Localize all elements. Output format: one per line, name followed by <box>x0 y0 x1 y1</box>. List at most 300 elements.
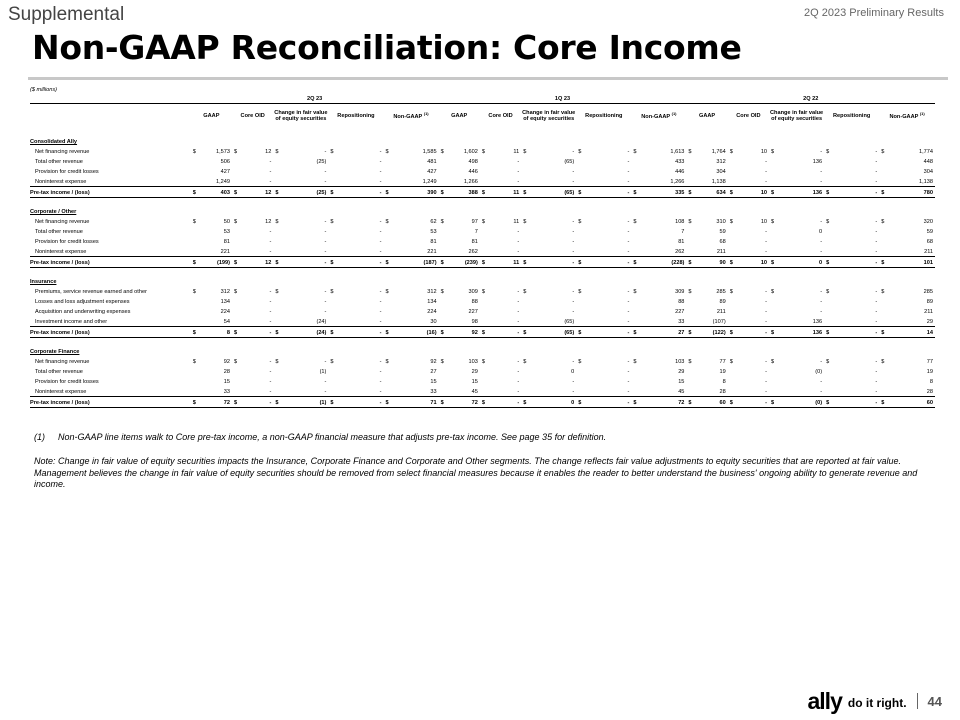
currency-symbol <box>439 306 450 316</box>
total-row <box>30 397 935 408</box>
currency-symbol <box>728 156 739 166</box>
currency-symbol <box>328 236 339 246</box>
currency-symbol: $ <box>686 327 697 338</box>
cell-value: 285 <box>923 289 933 296</box>
cell-value: - <box>836 327 880 338</box>
currency-symbol <box>383 316 394 327</box>
cell-value: 1,774 <box>919 149 933 156</box>
currency-symbol <box>273 176 284 187</box>
cell-value: 88 <box>678 299 685 306</box>
cell-value: 1,573 <box>216 149 231 156</box>
cell-value: - <box>627 159 630 166</box>
cell-value: 28 <box>891 386 935 397</box>
cell-value: 29 <box>891 316 935 327</box>
row-label: Investment income and other <box>30 316 191 327</box>
cell-value: - <box>324 169 327 176</box>
currency-symbol <box>328 296 339 306</box>
table-row <box>30 146 935 156</box>
currency-symbol <box>728 166 739 176</box>
currency-symbol <box>480 296 491 306</box>
currency-symbol <box>480 176 491 187</box>
currency-symbol <box>328 376 339 386</box>
currency-symbol: $ <box>521 327 532 338</box>
cell-value: 634 <box>698 187 728 198</box>
cell-value: 12 <box>243 257 273 268</box>
cell-value: - <box>627 229 630 236</box>
column-header-label: GAAP <box>451 112 468 119</box>
table-row <box>30 366 935 376</box>
cell-value: 81 <box>223 239 231 246</box>
currency-symbol <box>521 296 532 306</box>
currency-symbol: $ <box>576 397 587 408</box>
cell-value: - <box>765 229 768 236</box>
cell-value: - <box>588 176 632 187</box>
currency-symbol <box>576 246 587 257</box>
cell-value: - <box>379 379 382 386</box>
section-title: Consolidated Ally <box>30 139 78 146</box>
cell-value: - <box>765 299 768 306</box>
currency-symbol <box>383 156 394 166</box>
cell-value: 1,266 <box>643 176 687 187</box>
cell-value: 28 <box>223 369 231 376</box>
cell-value: - <box>572 239 575 246</box>
currency-symbol: $ <box>234 219 238 226</box>
cell-value: 427 <box>427 169 437 176</box>
currency-symbol: $ <box>273 257 284 268</box>
cell-value: - <box>269 169 272 176</box>
currency-symbol <box>686 246 697 257</box>
cell-value: - <box>588 397 632 408</box>
currency-symbol: $ <box>439 327 450 338</box>
cell-value: 446 <box>675 169 685 176</box>
cell-value: 19 <box>926 369 933 376</box>
currency-symbol: $ <box>728 187 739 198</box>
cell-value: - <box>517 169 520 176</box>
row-label: Total other revenue <box>35 369 83 376</box>
currency-symbol <box>631 156 642 166</box>
currency-symbol <box>328 226 339 236</box>
cell-value: 134 <box>220 299 231 306</box>
cell-value: - <box>379 169 382 176</box>
currency-symbol: $ <box>633 359 637 366</box>
cell-value: - <box>875 149 878 156</box>
cell-value: - <box>781 246 825 257</box>
currency-symbol <box>328 156 339 166</box>
total-row <box>30 327 935 338</box>
currency-symbol <box>480 236 491 246</box>
cell-value: 92 <box>450 327 480 338</box>
cell-value: 211 <box>698 246 728 257</box>
cell-value: - <box>627 379 630 386</box>
currency-symbol: $ <box>523 289 527 296</box>
cell-value: 221 <box>202 246 232 257</box>
cell-value: - <box>533 246 577 257</box>
currency-symbol: $ <box>440 289 444 296</box>
currency-symbol <box>824 306 835 316</box>
currency-symbol <box>769 226 780 236</box>
currency-symbol <box>879 366 890 376</box>
currency-symbol <box>521 176 532 187</box>
cell-value: - <box>269 229 272 236</box>
cell-value: - <box>517 229 520 236</box>
currency-symbol <box>824 176 835 187</box>
cell-value: 77 <box>719 359 726 366</box>
cell-value: - <box>627 289 630 296</box>
column-header <box>521 104 576 129</box>
currency-symbol: $ <box>688 219 692 226</box>
reconciliation-table <box>30 86 935 408</box>
currency-symbol <box>631 176 642 187</box>
cell-value: - <box>820 239 823 246</box>
currency-symbol <box>879 166 890 176</box>
column-header-label: Change in fair value of equity securities <box>770 109 824 122</box>
currency-symbol <box>879 156 890 166</box>
currency-symbol: $ <box>383 327 394 338</box>
cell-value: - <box>324 149 327 156</box>
currency-symbol <box>191 296 202 306</box>
currency-symbol <box>686 156 697 166</box>
currency-symbol <box>521 166 532 176</box>
currency-symbol: $ <box>275 359 279 366</box>
cell-value: - <box>765 169 768 176</box>
currency-symbol <box>769 176 780 187</box>
currency-symbol: $ <box>879 257 890 268</box>
currency-symbol <box>879 226 890 236</box>
column-header <box>879 104 935 129</box>
cell-value: 59 <box>719 229 726 236</box>
currency-symbol <box>728 226 739 236</box>
cell-value: 433 <box>675 159 685 166</box>
cell-value: 211 <box>891 246 935 257</box>
currency-symbol <box>728 386 739 397</box>
currency-symbol: $ <box>633 289 637 296</box>
cell-value: - <box>588 316 632 327</box>
currency-symbol: $ <box>729 219 733 226</box>
cell-value: 15 <box>223 379 231 386</box>
cell-value: (0) <box>781 397 825 408</box>
cell-value: - <box>836 246 880 257</box>
cell-value: - <box>243 316 273 327</box>
page-number: 44 <box>927 693 942 709</box>
cell-value: 10 <box>739 257 769 268</box>
cell-value: 77 <box>926 359 933 366</box>
table-row <box>30 306 935 316</box>
cell-value: 390 <box>395 187 439 198</box>
currency-symbol <box>232 156 243 166</box>
cell-value: 12 <box>265 149 272 156</box>
cell-value: 1,249 <box>395 176 439 187</box>
currency-symbol <box>328 166 339 176</box>
cell-value: - <box>379 299 382 306</box>
currency-symbol <box>576 386 587 397</box>
row-label: Acquisition and underwriting expenses <box>35 309 131 316</box>
currency-symbol <box>480 366 491 376</box>
column-header-row <box>30 104 935 129</box>
currency-symbol: $ <box>234 359 238 366</box>
currency-symbol <box>728 376 739 386</box>
cell-value: (187) <box>395 257 439 268</box>
cell-value: - <box>269 369 272 376</box>
units-label: ($ millions) <box>30 87 58 94</box>
currency-symbol: $ <box>439 397 450 408</box>
section-header-row <box>30 206 935 216</box>
total-row <box>30 187 935 198</box>
currency-symbol <box>383 296 394 306</box>
currency-symbol <box>824 366 835 376</box>
currency-symbol: $ <box>578 289 582 296</box>
currency-symbol <box>439 246 450 257</box>
currency-symbol: $ <box>826 289 830 296</box>
currency-symbol <box>191 166 202 176</box>
cell-value: - <box>765 289 768 296</box>
table-row <box>30 176 935 187</box>
cell-value: 90 <box>698 257 728 268</box>
currency-symbol: $ <box>688 359 692 366</box>
currency-symbol <box>328 386 339 397</box>
cell-value: - <box>533 176 577 187</box>
column-header <box>631 104 686 129</box>
currency-symbol: $ <box>385 289 389 296</box>
currency-symbol <box>439 176 450 187</box>
cell-value: 309 <box>468 289 478 296</box>
cell-value: - <box>765 159 768 166</box>
cell-value: 45 <box>450 386 480 397</box>
cell-value: - <box>379 369 382 376</box>
note-text: Note: Change in fair value of equity securities impacts the Insurance, Corporate Finance and Corporate and Other segments. The change reflects fair value adjustments to equity securities that are reported at fair value. Management believes the change in fair value of equity securities should be removed from select financial measures because it enables the reader to better understand the business' ongoing ability to generate revenue and income. <box>34 456 918 490</box>
cell-value: - <box>739 386 769 397</box>
currency-symbol <box>328 306 339 316</box>
cell-value: 68 <box>926 239 933 246</box>
currency-symbol: $ <box>824 397 835 408</box>
cell-value: - <box>836 176 880 187</box>
cell-value: - <box>379 359 382 366</box>
currency-symbol: $ <box>383 397 394 408</box>
cell-value: 98 <box>450 316 480 327</box>
currency-symbol: $ <box>480 257 491 268</box>
currency-symbol: $ <box>771 219 775 226</box>
currency-symbol: $ <box>728 327 739 338</box>
currency-symbol <box>191 376 202 386</box>
cell-value: 45 <box>643 386 687 397</box>
currency-symbol: $ <box>273 397 284 408</box>
currency-symbol: $ <box>330 359 334 366</box>
currency-symbol <box>576 166 587 176</box>
currency-symbol: $ <box>439 187 450 198</box>
cell-value: 7 <box>474 229 478 236</box>
cell-value: (25) <box>316 159 327 166</box>
row-label: Noninterest expense <box>30 176 191 187</box>
currency-symbol: $ <box>769 187 780 198</box>
currency-symbol: $ <box>330 289 334 296</box>
cell-value: 136 <box>781 316 825 327</box>
cell-value: 10 <box>760 219 768 226</box>
cell-value: 108 <box>675 219 685 226</box>
cell-value: 54 <box>202 316 232 327</box>
currency-symbol <box>439 366 450 376</box>
footnote-ref: (1) <box>919 110 925 116</box>
cell-value: 498 <box>468 159 478 166</box>
cell-value: 11 <box>491 257 521 268</box>
cell-value: 11 <box>491 187 521 198</box>
cell-value: - <box>739 327 769 338</box>
currency-symbol <box>232 366 243 376</box>
cell-value: (65) <box>533 316 577 327</box>
cell-value: - <box>875 169 878 176</box>
cell-value: 224 <box>427 309 437 316</box>
currency-symbol: $ <box>385 149 389 156</box>
currency-symbol <box>879 296 890 306</box>
currency-symbol <box>191 226 202 236</box>
currency-symbol <box>480 166 491 176</box>
column-header <box>383 104 438 129</box>
tagline: do it right. <box>847 695 907 710</box>
currency-symbol: $ <box>633 149 637 156</box>
cell-value: 59 <box>926 229 933 236</box>
cell-value: - <box>572 219 575 226</box>
table-row <box>30 286 935 296</box>
cell-value: 33 <box>202 386 232 397</box>
footnote-marker: (1) <box>34 432 45 442</box>
currency-symbol <box>328 176 339 187</box>
cell-value: (25) <box>285 187 329 198</box>
currency-symbol: $ <box>232 327 243 338</box>
row-label: Noninterest expense <box>30 386 191 397</box>
currency-symbol <box>232 296 243 306</box>
cell-value: 92 <box>223 359 231 366</box>
currency-symbol: $ <box>578 359 582 366</box>
currency-symbol: $ <box>273 327 284 338</box>
currency-symbol <box>273 376 284 386</box>
cell-value: - <box>491 176 521 187</box>
units-row <box>30 86 935 94</box>
table-row <box>30 246 935 257</box>
row-label: Provision for credit losses <box>35 239 99 246</box>
cell-value: - <box>781 176 825 187</box>
cell-value: - <box>285 246 329 257</box>
currency-symbol: $ <box>881 149 885 156</box>
currency-symbol <box>631 226 642 236</box>
cell-value: - <box>285 176 329 187</box>
cell-value: - <box>820 359 823 366</box>
cell-value: 97 <box>471 219 478 226</box>
currency-symbol <box>769 156 780 166</box>
cell-value: 780 <box>891 187 935 198</box>
period-header: 2Q 22 <box>686 94 935 104</box>
cell-value: - <box>572 149 575 156</box>
cell-value: - <box>517 379 520 386</box>
cell-value: - <box>765 239 768 246</box>
cell-value: 30 <box>395 316 439 327</box>
column-header-label: Change in fair value of equity securities <box>522 109 576 122</box>
column-header <box>439 104 480 129</box>
cell-value: - <box>627 369 630 376</box>
cell-value: - <box>491 246 521 257</box>
currency-symbol <box>439 236 450 246</box>
cell-value: 0 <box>571 369 575 376</box>
cell-value: 0 <box>819 229 823 236</box>
currency-symbol: $ <box>728 397 739 408</box>
currency-symbol <box>824 376 835 386</box>
cell-value: (122) <box>698 327 728 338</box>
currency-symbol <box>232 376 243 386</box>
cell-value: 262 <box>450 246 480 257</box>
cell-value: - <box>836 316 880 327</box>
currency-symbol: $ <box>771 359 775 366</box>
currency-symbol <box>686 166 697 176</box>
row-label: Pre-tax income / (loss) <box>30 257 191 268</box>
cell-value: 211 <box>716 309 726 316</box>
cell-value: 15 <box>678 379 685 386</box>
currency-symbol <box>728 236 739 246</box>
cell-value: - <box>340 316 384 327</box>
cell-value: 72 <box>202 397 232 408</box>
currency-symbol: $ <box>232 187 243 198</box>
currency-symbol <box>879 176 890 187</box>
section-title: Corporate / Other <box>30 209 77 216</box>
cell-value: - <box>517 369 520 376</box>
currency-symbol: $ <box>688 289 692 296</box>
currency-symbol <box>521 226 532 236</box>
cell-value: 11 <box>513 219 520 226</box>
currency-symbol <box>769 296 780 306</box>
cell-value: - <box>588 257 632 268</box>
cell-value: 310 <box>716 219 726 226</box>
cell-value: (1) <box>319 369 327 376</box>
cell-value: - <box>285 386 329 397</box>
cell-value: - <box>340 397 384 408</box>
cell-value: 481 <box>427 159 437 166</box>
currency-symbol <box>824 166 835 176</box>
currency-symbol <box>769 386 780 397</box>
currency-symbol: $ <box>631 327 642 338</box>
currency-symbol <box>273 306 284 316</box>
row-label: Noninterest expense <box>30 246 191 257</box>
cell-value: - <box>324 359 327 366</box>
column-header-label: Core OID <box>488 112 513 119</box>
row-label: Provision for credit losses <box>35 379 99 386</box>
cell-value: 262 <box>643 246 687 257</box>
currency-symbol <box>824 226 835 236</box>
row-label: Total other revenue <box>35 159 83 166</box>
currency-symbol <box>273 226 284 236</box>
currency-symbol <box>728 366 739 376</box>
cell-value: - <box>836 257 880 268</box>
currency-symbol: $ <box>191 187 202 198</box>
cell-value: 312 <box>220 289 231 296</box>
cell-value: 448 <box>923 159 933 166</box>
cell-value: - <box>875 369 878 376</box>
cell-value: - <box>517 309 520 316</box>
currency-symbol <box>728 246 739 257</box>
currency-symbol <box>328 246 339 257</box>
cell-value: 335 <box>643 187 687 198</box>
cell-value: - <box>269 359 272 366</box>
spacer-row <box>30 338 935 347</box>
cell-value: - <box>820 169 823 176</box>
currency-symbol <box>769 366 780 376</box>
currency-symbol <box>232 226 243 236</box>
cell-value: 81 <box>430 239 437 246</box>
currency-symbol <box>273 386 284 397</box>
currency-symbol: $ <box>879 327 890 338</box>
cell-value: 28 <box>698 386 728 397</box>
cell-value: 60 <box>698 397 728 408</box>
cell-value: 89 <box>926 299 933 306</box>
currency-symbol: $ <box>686 187 697 198</box>
currency-symbol: $ <box>191 327 202 338</box>
spacer-row <box>30 128 935 136</box>
currency-symbol <box>521 366 532 376</box>
